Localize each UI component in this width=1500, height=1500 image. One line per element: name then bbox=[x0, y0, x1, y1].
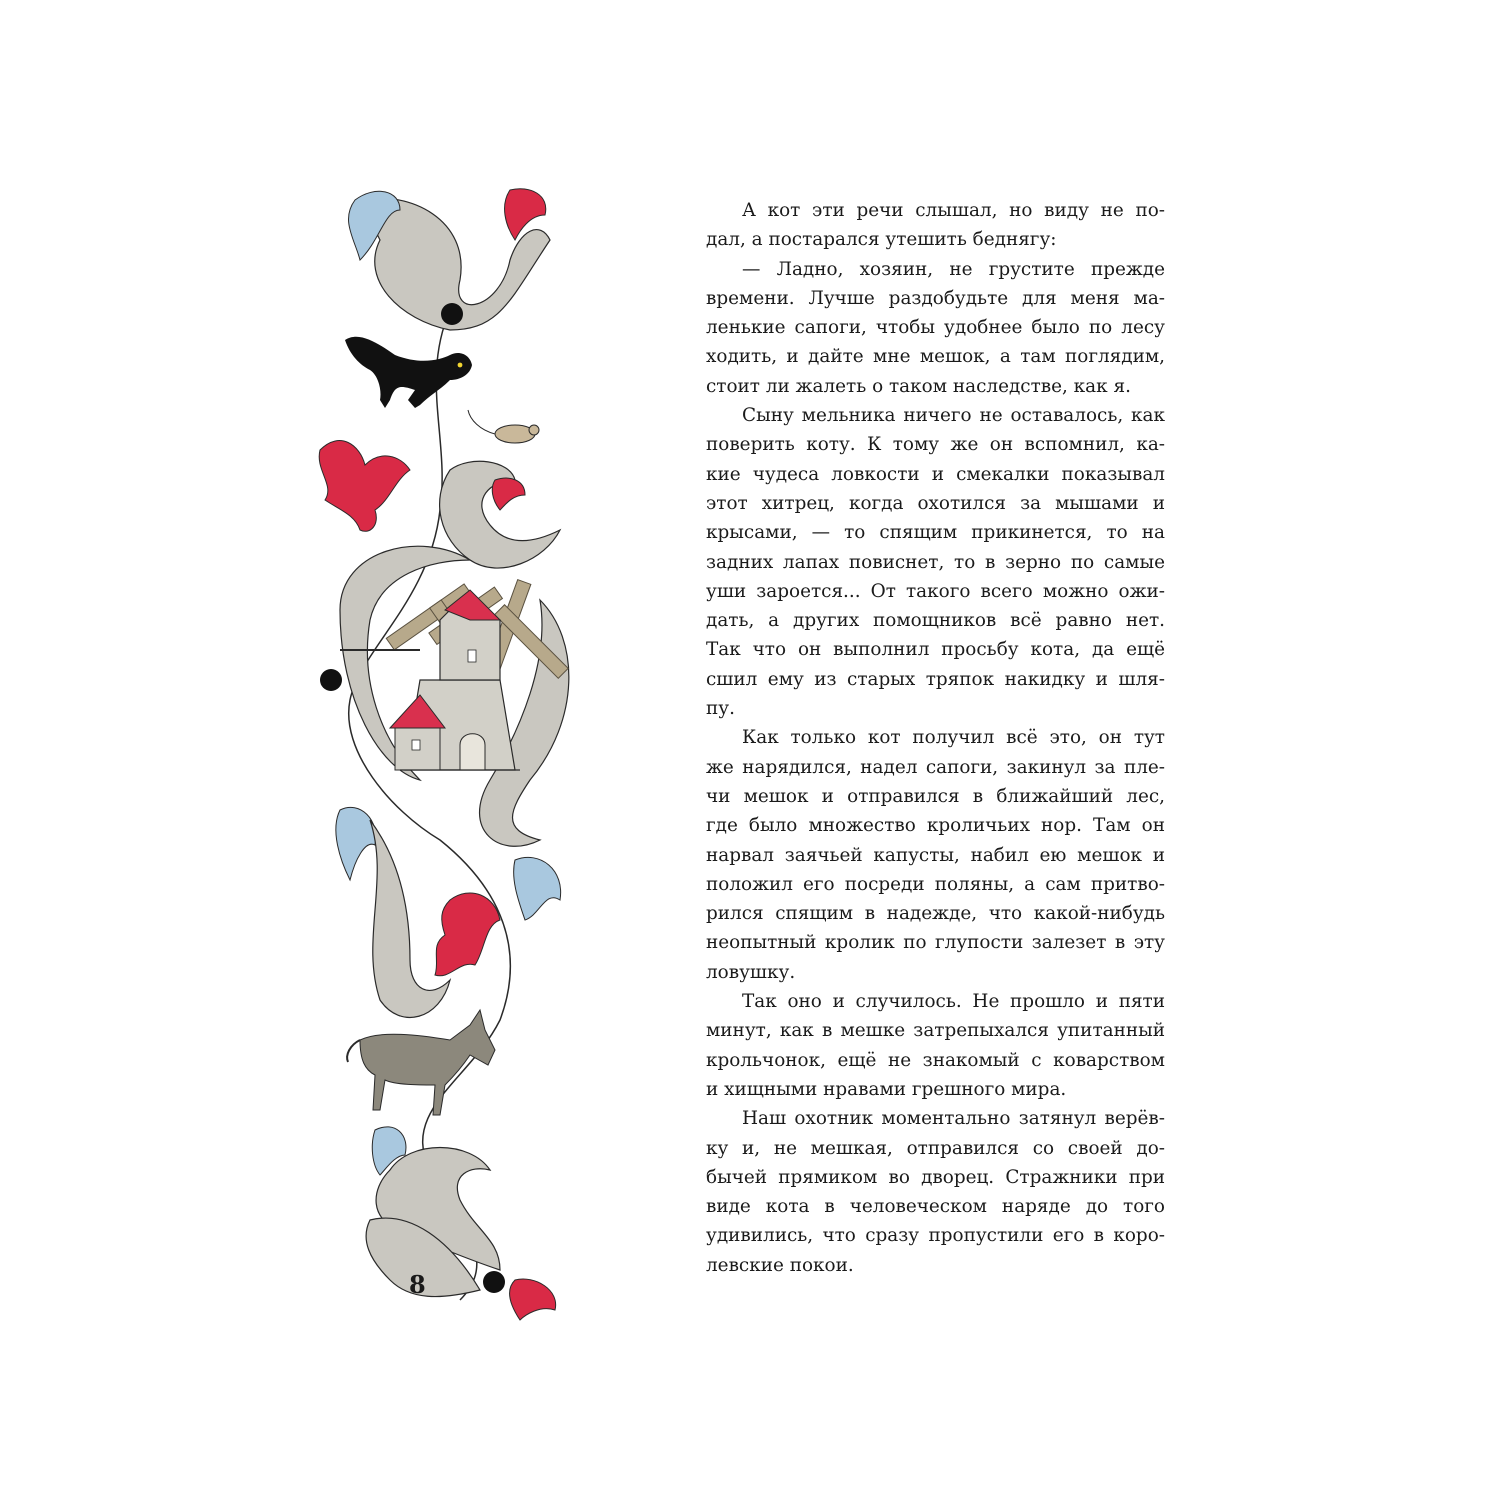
red-leaf-bottom bbox=[510, 1279, 556, 1320]
red-leaf-small-right bbox=[492, 478, 525, 510]
text-line: времени. Лучше раздобудьте для меня ма- bbox=[706, 287, 1165, 309]
paragraph-4 bbox=[670, 723, 1165, 987]
decorative-ornament bbox=[300, 180, 600, 1330]
text-line: задних лапах повиснет, то в зерно по самые bbox=[706, 551, 1165, 573]
text-line: пу. bbox=[706, 698, 735, 720]
text-line: этот хитрец, когда охотился за мышами и bbox=[706, 492, 1165, 514]
text-line: же нарядился, надел сапоги, закинул за пле- bbox=[706, 756, 1165, 778]
page-number: 8 bbox=[409, 1270, 426, 1299]
gray-scroll-lower bbox=[370, 820, 450, 1017]
text-line: Наш охотник моментально затянул верёв- bbox=[742, 1108, 1165, 1130]
text-line: ку и, не мешкая, отправился со своей до- bbox=[706, 1137, 1165, 1159]
blue-leaf-lower-right bbox=[514, 857, 561, 920]
text-line: бычей прямиком во дворец. Стражники при bbox=[706, 1166, 1165, 1188]
text-line: чи мешок и отправился в ближайший лес, bbox=[706, 785, 1165, 807]
text-line: — Ладно, хозяин, не грустите прежде bbox=[742, 258, 1165, 280]
red-lily-left bbox=[319, 441, 410, 532]
story-text bbox=[670, 196, 1165, 1280]
text-line: виде кота в человеческом наряде до того bbox=[706, 1196, 1165, 1218]
text-line: Так что он выполнил просьбу кота, да ещё bbox=[706, 639, 1165, 661]
text-line: А кот эти речи слышал, но виду не по- bbox=[742, 200, 1165, 221]
text-line: где было множество кроличьих нор. Там он bbox=[706, 815, 1165, 837]
text-line: дал, а постарался утешить беднягу: bbox=[706, 229, 1057, 251]
paragraph-6 bbox=[670, 1104, 1165, 1280]
text-line: дать, а других помощников всё равно нет. bbox=[706, 610, 1165, 632]
paragraph-5 bbox=[670, 987, 1165, 1104]
text-line: и хищными нравами грешного мира. bbox=[706, 1078, 1067, 1100]
text-line: ходить, и дайте мне мешок, а там поглядим, bbox=[706, 346, 1165, 368]
paragraph-3 bbox=[670, 401, 1165, 723]
mouse-figure bbox=[468, 410, 539, 443]
text-line: Так оно и случилось. Не прошло и пяти bbox=[742, 991, 1165, 1013]
text-line: поверить коту. К тому же он вспомнил, ка- bbox=[706, 434, 1165, 456]
blue-leaf-lower-left bbox=[336, 807, 376, 880]
text-line: ловушку. bbox=[706, 961, 796, 983]
black-cat-figure bbox=[345, 337, 472, 408]
text-line: удивились, что сразу пропустили его в коро- bbox=[706, 1225, 1165, 1247]
text-line: Как только кот получил всё это, он тут bbox=[742, 727, 1165, 749]
text-line: ленькие сапоги, чтобы удобнее было по лесу bbox=[706, 317, 1165, 339]
text-line: сшил ему из старых тряпок накидку и шля- bbox=[706, 668, 1165, 690]
text-line: рился спящим в надежде, что какой-нибудь bbox=[706, 903, 1165, 925]
text-line: минут, как в мешке затрепыхался упитанный bbox=[706, 1020, 1165, 1042]
text-line: кие чудеса ловкости и смекалки показывал bbox=[706, 463, 1165, 485]
text-line: крольчонок, ещё не знакомый с коварством bbox=[706, 1049, 1165, 1071]
black-dot-top bbox=[441, 303, 463, 325]
black-dot-middle bbox=[320, 669, 342, 691]
text-line: левские покои. bbox=[706, 1254, 854, 1276]
red-lily-lower bbox=[435, 893, 500, 976]
gray-leaf-upper-right bbox=[440, 461, 560, 568]
text-line: стоит ли жалеть о таком наследстве, как я. bbox=[706, 375, 1131, 397]
black-dot-bottom bbox=[483, 1271, 505, 1293]
paragraph-1 bbox=[670, 196, 1165, 255]
text-line: нарвал заячьей капусты, набил ею мешок и bbox=[706, 844, 1165, 866]
donkey-figure bbox=[347, 1010, 495, 1115]
text-line: уши зароется... От такого всего можно ожи- bbox=[706, 580, 1165, 602]
paragraph-2 bbox=[670, 255, 1165, 401]
text-line: неопытный кролик по глупости залезет в эту bbox=[706, 932, 1165, 954]
text-line: крысами, — то спящим прикинется, то на bbox=[706, 522, 1165, 544]
text-line: положил его посреди поляны, а сам притво- bbox=[706, 873, 1165, 895]
text-line: Сыну мельника ничего не оставалось, как bbox=[742, 405, 1165, 427]
